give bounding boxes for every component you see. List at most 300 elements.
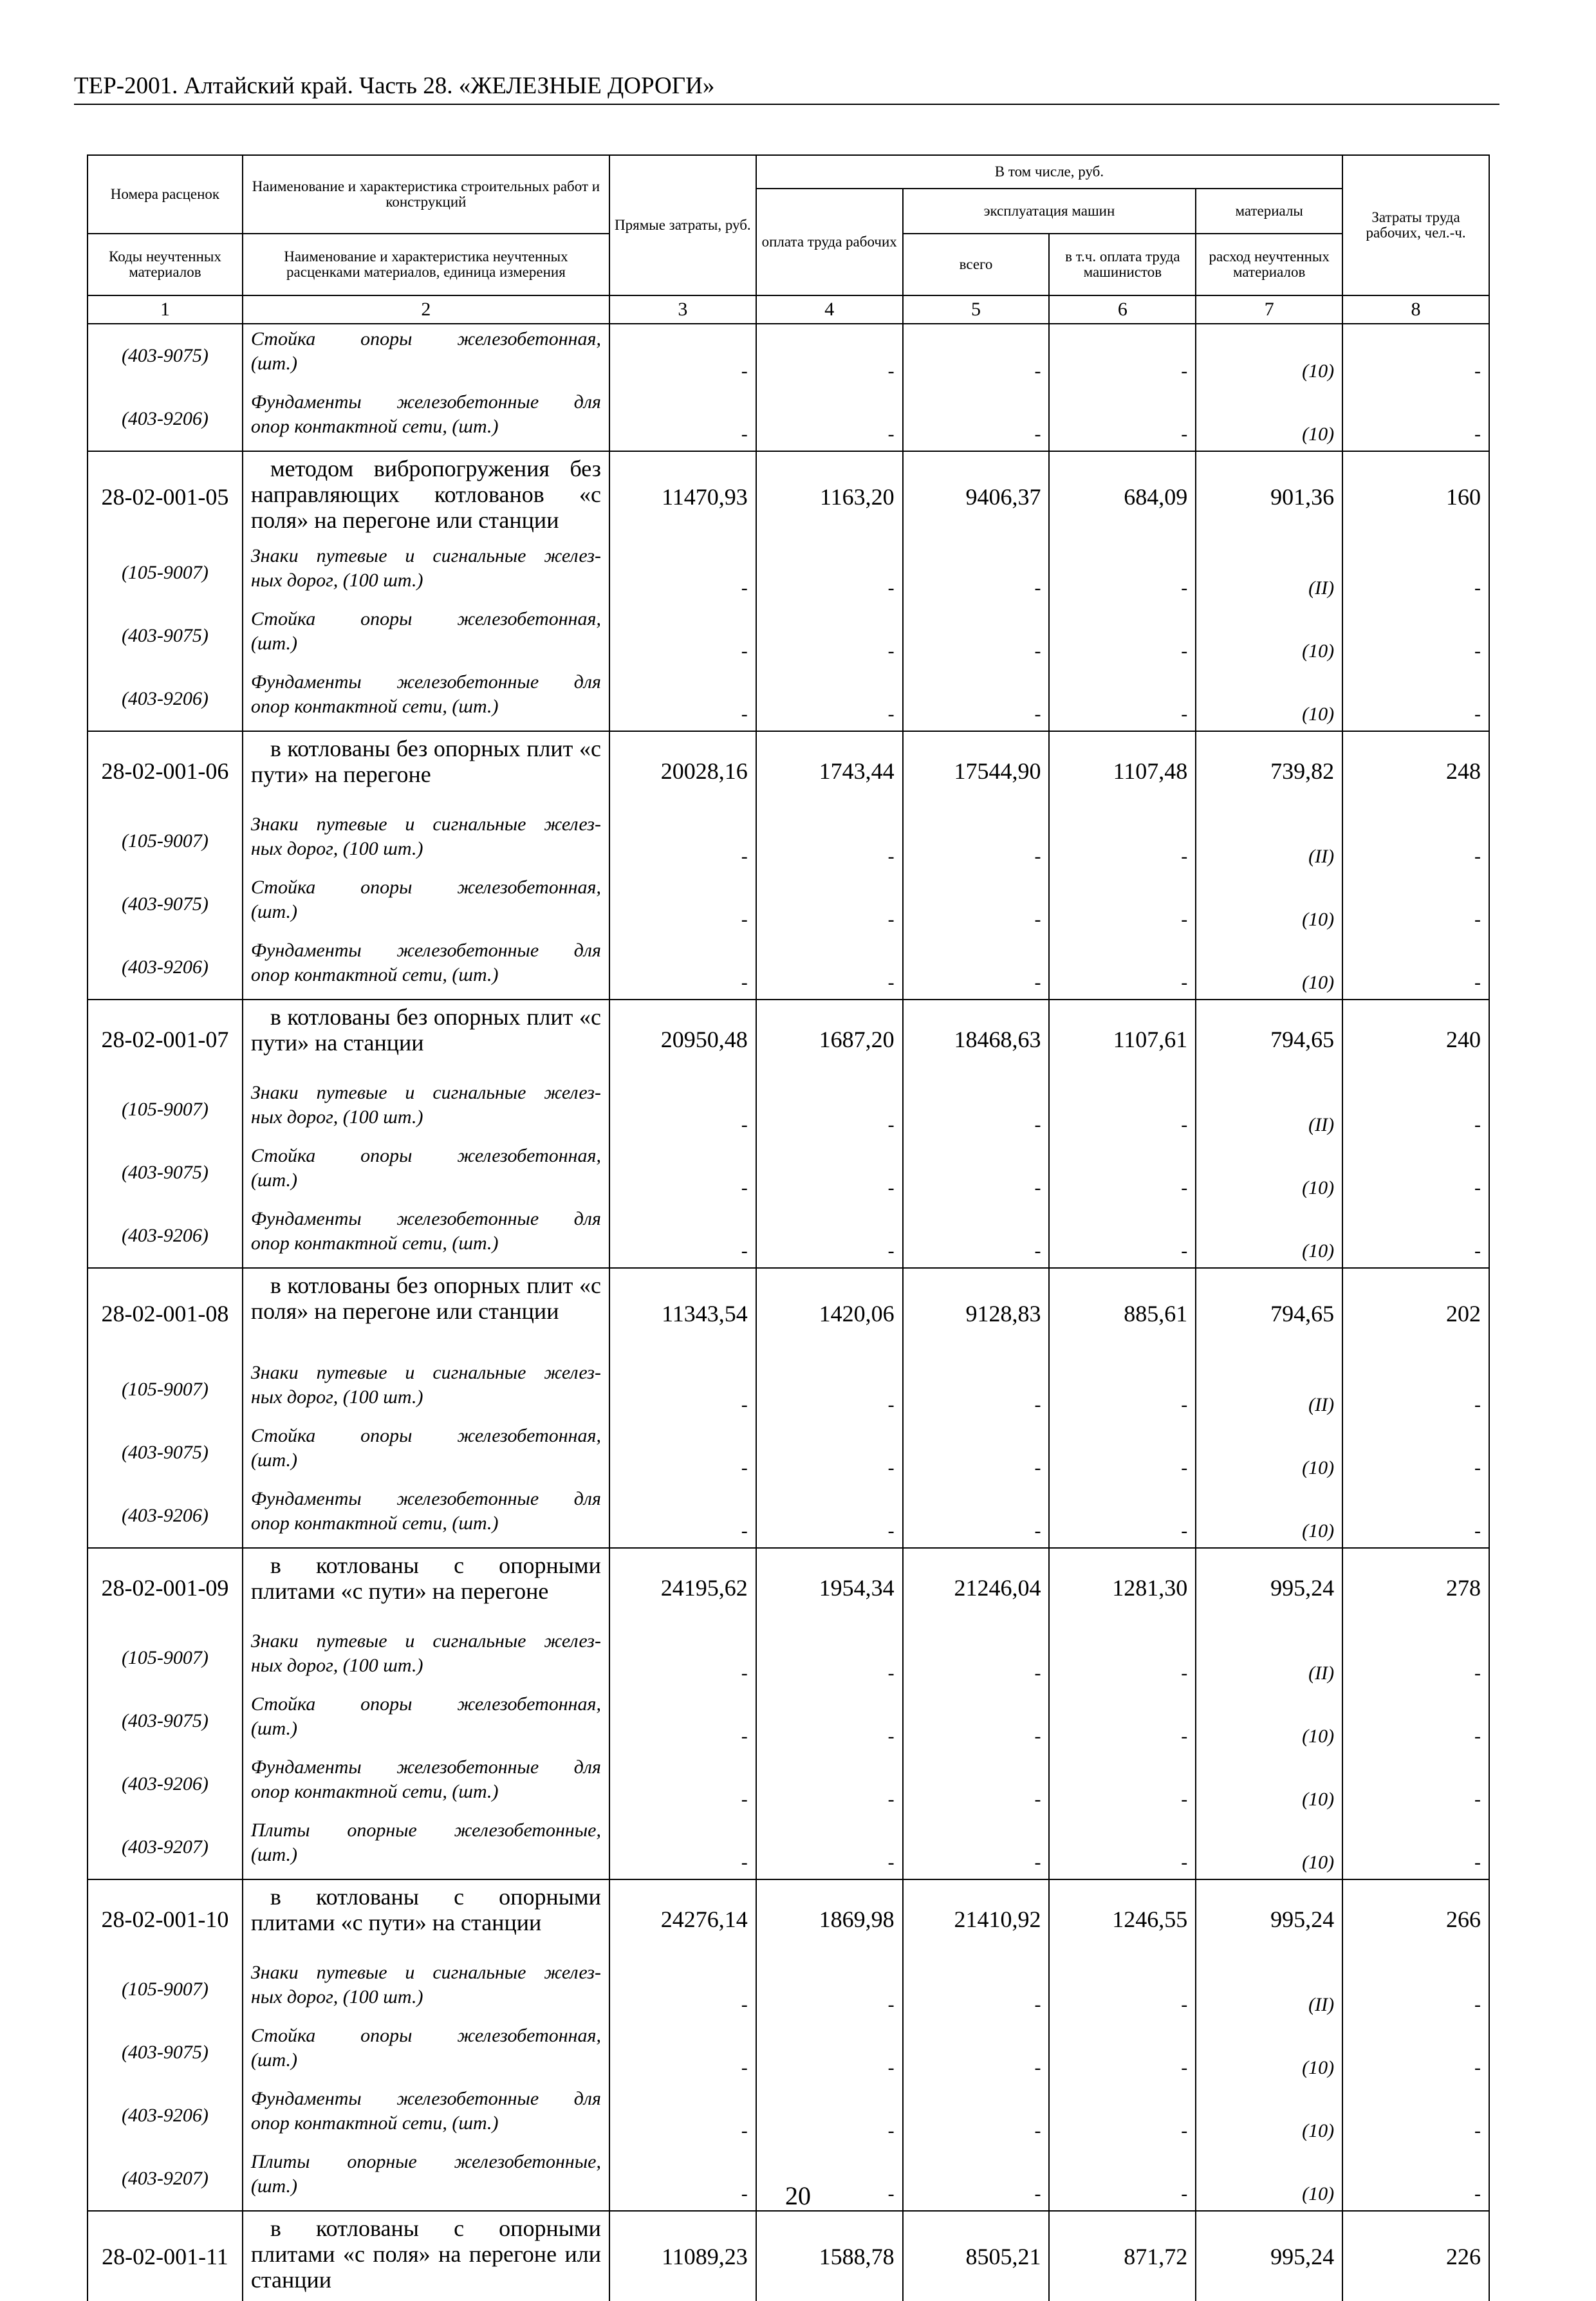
value-c3: - xyxy=(609,1690,756,1753)
material-name-line2: (шт.) xyxy=(250,2175,298,2197)
material-name-line1: Фундаменты железобетонные для xyxy=(250,671,601,693)
material-name xyxy=(243,1816,609,1879)
value-c4: - xyxy=(756,1421,903,1484)
value-c3: - xyxy=(609,936,756,1000)
rate-description xyxy=(243,731,609,810)
header-machine-operation: эксплуатация машин xyxy=(903,189,1196,234)
value-c3: - xyxy=(609,604,756,667)
value-c3: - xyxy=(609,387,756,451)
value-c5: - xyxy=(903,667,1050,731)
material-code: (403-9075) xyxy=(88,1141,243,1204)
value-c8: - xyxy=(1342,541,1489,604)
value-c5: - xyxy=(903,873,1050,936)
material-name xyxy=(243,387,609,451)
material-name xyxy=(243,1204,609,1268)
material-name-line1: Стойка опоры железобетонная, xyxy=(250,1693,601,1715)
value-c7: (II) xyxy=(1196,1078,1342,1141)
value-c7: 739,82 xyxy=(1196,731,1342,810)
value-c6: - xyxy=(1049,1141,1196,1204)
material-code: (403-9206) xyxy=(88,1484,243,1548)
material-name-line2: (шт.) xyxy=(250,2049,298,2071)
column-number: 7 xyxy=(1196,295,1342,324)
material-name xyxy=(243,1358,609,1421)
material-name xyxy=(243,2084,609,2147)
column-number: 8 xyxy=(1342,295,1489,324)
value-c8: - xyxy=(1342,873,1489,936)
header-material-codes: Коды неучтенных материалов xyxy=(88,234,243,295)
rate-description-text: в котлованы с опорными плитами «с пути» на перегоне xyxy=(250,1552,601,1604)
value-c4: 1954,34 xyxy=(756,1548,903,1626)
value-c4: - xyxy=(756,604,903,667)
material-code: (403-9075) xyxy=(88,873,243,936)
value-c8: - xyxy=(1342,1358,1489,1421)
value-c6: - xyxy=(1049,1421,1196,1484)
rate-code: 28-02-001-11 xyxy=(88,2211,243,2301)
rate-code: 28-02-001-07 xyxy=(88,1000,243,1078)
value-c3: 11089,23 xyxy=(609,2211,756,2301)
material-name-line1: Фундаменты железобетонные для xyxy=(250,1208,601,1229)
value-c7: 995,24 xyxy=(1196,1548,1342,1626)
value-c5: 17544,90 xyxy=(903,731,1050,810)
value-c4: - xyxy=(756,1078,903,1141)
value-c5: - xyxy=(903,1753,1050,1816)
value-c3: - xyxy=(609,1141,756,1204)
value-c8: - xyxy=(1342,1816,1489,1879)
value-c8: 248 xyxy=(1342,731,1489,810)
value-c5: - xyxy=(903,810,1050,873)
material-name-line1: Знаки путевые и сигнальные желез- xyxy=(250,545,601,566)
header-labor-costs: Затраты труда рабочих, чел.-ч. xyxy=(1342,155,1489,295)
value-c8: 202 xyxy=(1342,1268,1489,1358)
value-c8: - xyxy=(1342,667,1489,731)
material-row xyxy=(88,1358,1489,1421)
value-c8: - xyxy=(1342,2147,1489,2211)
rate-code: 28-02-001-08 xyxy=(88,1268,243,1358)
column-number: 4 xyxy=(756,295,903,324)
value-c6: - xyxy=(1049,541,1196,604)
material-name-line1: Знаки путевые и сигнальные желез- xyxy=(250,814,601,835)
material-row xyxy=(88,873,1489,936)
value-c7: (10) xyxy=(1196,2021,1342,2084)
material-code: (105-9007) xyxy=(88,1078,243,1141)
value-c5: 9128,83 xyxy=(903,1268,1050,1358)
value-c5: - xyxy=(903,1204,1050,1268)
material-name xyxy=(243,1078,609,1141)
column-number: 1 xyxy=(88,295,243,324)
material-name-line2: (шт.) xyxy=(250,1844,298,1865)
material-code: (403-9075) xyxy=(88,1690,243,1753)
header-machinist-pay: в т.ч. оплата труда машинистов xyxy=(1049,234,1196,295)
header-material-consumption: расход неучтенных материалов xyxy=(1196,234,1342,295)
material-name-line1: Знаки путевые и сигнальные желез- xyxy=(250,1630,601,1652)
value-c4: - xyxy=(756,1204,903,1268)
material-name-line1: Стойка опоры железобетонная, xyxy=(250,2025,601,2046)
rate-row xyxy=(88,1879,1489,1958)
material-name xyxy=(243,541,609,604)
value-c8: - xyxy=(1342,387,1489,451)
material-name-line2: ных дорог, (100 шт.) xyxy=(250,1986,423,2008)
value-c7: 794,65 xyxy=(1196,1000,1342,1078)
material-name-line2: ных дорог, (100 шт.) xyxy=(250,838,423,859)
value-c7: (10) xyxy=(1196,936,1342,1000)
material-row xyxy=(88,1816,1489,1879)
value-c8: - xyxy=(1342,1421,1489,1484)
value-c6: 1246,55 xyxy=(1049,1879,1196,1958)
value-c4: - xyxy=(756,1141,903,1204)
value-c8: - xyxy=(1342,936,1489,1000)
rate-description-text: в котлованы без опорных плит «с поля» на перегоне или станции xyxy=(250,1272,601,1324)
value-c6: - xyxy=(1049,1816,1196,1879)
value-c7: (10) xyxy=(1196,1816,1342,1879)
material-code: (403-9075) xyxy=(88,324,243,387)
value-c5: - xyxy=(903,2021,1050,2084)
rate-row xyxy=(88,1548,1489,1626)
value-c5: 8505,21 xyxy=(903,2211,1050,2301)
value-c5: 21246,04 xyxy=(903,1548,1050,1626)
value-c8: 226 xyxy=(1342,2211,1489,2301)
value-c8: 160 xyxy=(1342,451,1489,541)
rate-row xyxy=(88,451,1489,541)
value-c7: (10) xyxy=(1196,1753,1342,1816)
value-c5: - xyxy=(903,1484,1050,1548)
rates-table xyxy=(87,154,1490,2301)
header-materials: материалы xyxy=(1196,189,1342,234)
value-c6: - xyxy=(1049,1626,1196,1690)
material-name xyxy=(243,1753,609,1816)
value-c7: (II) xyxy=(1196,1626,1342,1690)
material-code: (105-9007) xyxy=(88,1358,243,1421)
value-c8: - xyxy=(1342,810,1489,873)
value-c5: - xyxy=(903,1958,1050,2021)
value-c6: - xyxy=(1049,387,1196,451)
material-code: (105-9007) xyxy=(88,1626,243,1690)
rate-description-text: в котлованы с опорными плитами «с пути» на станции xyxy=(250,1884,601,1935)
material-name xyxy=(243,873,609,936)
material-row xyxy=(88,810,1489,873)
value-c4: - xyxy=(756,387,903,451)
value-c5: - xyxy=(903,387,1050,451)
value-c7: (II) xyxy=(1196,810,1342,873)
material-name-line1: Стойка опоры железобетонная, xyxy=(250,1425,601,1446)
material-row xyxy=(88,604,1489,667)
header-including: В том числе, руб. xyxy=(756,155,1342,189)
rate-description-text: методом вибропогружения без направляющих котлованов «с поля» на перегоне или станции xyxy=(250,456,601,533)
value-c3: - xyxy=(609,2147,756,2211)
material-code: (403-9075) xyxy=(88,604,243,667)
value-c3: - xyxy=(609,1753,756,1816)
rate-description xyxy=(243,1000,609,1078)
value-c7: (10) xyxy=(1196,2147,1342,2211)
value-c8: 240 xyxy=(1342,1000,1489,1078)
material-row xyxy=(88,1690,1489,1753)
value-c5: - xyxy=(903,1141,1050,1204)
header-worker-pay: оплата труда рабочих xyxy=(756,189,903,295)
material-row xyxy=(88,667,1489,731)
value-c5: - xyxy=(903,1626,1050,1690)
material-code: (403-9206) xyxy=(88,2084,243,2147)
rate-description xyxy=(243,2211,609,2301)
value-c6: - xyxy=(1049,1204,1196,1268)
value-c6: - xyxy=(1049,1078,1196,1141)
value-c7: (II) xyxy=(1196,1358,1342,1421)
page-number: 20 xyxy=(785,2181,811,2210)
value-c4: - xyxy=(756,1358,903,1421)
material-code: (403-9206) xyxy=(88,387,243,451)
value-c8: 266 xyxy=(1342,1879,1489,1958)
value-c5: 18468,63 xyxy=(903,1000,1050,1078)
header-material-names: Наименование и характеристика неучтенных расценками материалов, единица измерения xyxy=(243,234,609,295)
value-c6: - xyxy=(1049,2021,1196,2084)
value-c6: - xyxy=(1049,1753,1196,1816)
material-name xyxy=(243,324,609,387)
value-c5: - xyxy=(903,936,1050,1000)
value-c4: - xyxy=(756,667,903,731)
value-c7: (10) xyxy=(1196,387,1342,451)
value-c4: - xyxy=(756,1484,903,1548)
value-c4: - xyxy=(756,541,903,604)
material-row xyxy=(88,936,1489,1000)
value-c6: 1107,61 xyxy=(1049,1000,1196,1078)
value-c4: - xyxy=(756,1626,903,1690)
value-c3: - xyxy=(609,1626,756,1690)
value-c4: 1163,20 xyxy=(756,451,903,541)
value-c3: - xyxy=(609,2021,756,2084)
value-c6: - xyxy=(1049,667,1196,731)
value-c5: - xyxy=(903,2147,1050,2211)
value-c4: - xyxy=(756,1958,903,2021)
material-row xyxy=(88,387,1489,451)
material-name-line1: Плиты опорные железобетонные, xyxy=(250,2151,601,2172)
value-c7: 794,65 xyxy=(1196,1268,1342,1358)
material-row xyxy=(88,1204,1489,1268)
value-c8: - xyxy=(1342,1958,1489,2021)
rate-code: 28-02-001-10 xyxy=(88,1879,243,1958)
value-c3: - xyxy=(609,2084,756,2147)
value-c3: - xyxy=(609,1958,756,2021)
material-name-line2: ных дорог, (100 шт.) xyxy=(250,570,423,591)
header-work-name: Наименование и характеристика строительных работ и конструкций xyxy=(243,155,609,234)
material-row xyxy=(88,1484,1489,1548)
value-c7: (II) xyxy=(1196,1958,1342,2021)
value-c3: - xyxy=(609,1484,756,1548)
material-name-line2: опор контактной сети, (шт.) xyxy=(250,1233,499,1254)
value-c8: - xyxy=(1342,1690,1489,1753)
material-name-line2: опор контактной сети, (шт.) xyxy=(250,416,499,437)
material-code: (403-9207) xyxy=(88,1816,243,1879)
value-c3: 11343,54 xyxy=(609,1268,756,1358)
material-row xyxy=(88,2084,1489,2147)
value-c7: (10) xyxy=(1196,604,1342,667)
material-name xyxy=(243,1958,609,2021)
table-head xyxy=(88,155,1489,324)
rate-code: 28-02-001-05 xyxy=(88,451,243,541)
material-name-line1: Знаки путевые и сигнальные желез- xyxy=(250,1362,601,1383)
material-row xyxy=(88,324,1489,387)
material-name-line1: Стойка опоры железобетонная, xyxy=(250,608,601,629)
value-c6: - xyxy=(1049,2084,1196,2147)
value-c5: - xyxy=(903,604,1050,667)
material-name-line2: ных дорог, (100 шт.) xyxy=(250,1106,423,1128)
value-c3: - xyxy=(609,324,756,387)
material-row xyxy=(88,2021,1489,2084)
rate-description xyxy=(243,451,609,541)
value-c3: - xyxy=(609,1421,756,1484)
material-name xyxy=(243,936,609,1000)
material-name-line2: (шт.) xyxy=(250,633,298,654)
material-code: (403-9075) xyxy=(88,2021,243,2084)
material-code: (105-9007) xyxy=(88,541,243,604)
material-name-line2: (шт.) xyxy=(250,1449,298,1471)
material-row xyxy=(88,1626,1489,1690)
material-code: (403-9206) xyxy=(88,1753,243,1816)
value-c8: - xyxy=(1342,2021,1489,2084)
material-name-line2: ных дорог, (100 шт.) xyxy=(250,1655,423,1676)
material-name xyxy=(243,2021,609,2084)
value-c7: (10) xyxy=(1196,1204,1342,1268)
material-name-line1: Стойка опоры железобетонная, xyxy=(250,1145,601,1166)
value-c7: (10) xyxy=(1196,1690,1342,1753)
material-name-line1: Знаки путевые и сигнальные желез- xyxy=(250,1962,601,1983)
material-name-line1: Фундаменты железобетонные для xyxy=(250,2088,601,2109)
value-c6: 1107,48 xyxy=(1049,731,1196,810)
value-c3: - xyxy=(609,667,756,731)
value-c3: - xyxy=(609,810,756,873)
value-c6: 1281,30 xyxy=(1049,1548,1196,1626)
rate-row xyxy=(88,1000,1489,1078)
material-name xyxy=(243,1421,609,1484)
value-c7: (10) xyxy=(1196,1484,1342,1548)
value-c6: - xyxy=(1049,1690,1196,1753)
value-c4: - xyxy=(756,2021,903,2084)
value-c5: - xyxy=(903,541,1050,604)
material-code: (105-9007) xyxy=(88,810,243,873)
material-row xyxy=(88,1078,1489,1141)
value-c6: - xyxy=(1049,873,1196,936)
value-c6: - xyxy=(1049,324,1196,387)
rate-description xyxy=(243,1548,609,1626)
material-name-line2: опор контактной сети, (шт.) xyxy=(250,1513,499,1534)
material-name-line2: (шт.) xyxy=(250,1169,298,1191)
material-name xyxy=(243,1690,609,1753)
value-c3: - xyxy=(609,1078,756,1141)
material-row xyxy=(88,541,1489,604)
material-name xyxy=(243,667,609,731)
material-code: (105-9007) xyxy=(88,1958,243,2021)
value-c4: - xyxy=(756,1690,903,1753)
value-c3: - xyxy=(609,873,756,936)
value-c4: - xyxy=(756,2084,903,2147)
rate-description-text: в котлованы без опорных плит «с пути» на перегоне xyxy=(250,736,601,787)
value-c4: - xyxy=(756,936,903,1000)
value-c8: - xyxy=(1342,2084,1489,2147)
value-c7: 995,24 xyxy=(1196,2211,1342,2301)
rate-row xyxy=(88,1268,1489,1358)
material-row xyxy=(88,1421,1489,1484)
column-numbers-row xyxy=(88,295,1489,324)
value-c8: - xyxy=(1342,604,1489,667)
value-c8: - xyxy=(1342,1141,1489,1204)
value-c5: - xyxy=(903,1358,1050,1421)
value-c7: (II) xyxy=(1196,541,1342,604)
value-c5: 21410,92 xyxy=(903,1879,1050,1958)
material-name-line2: ных дорог, (100 шт.) xyxy=(250,1386,423,1408)
material-name-line2: опор контактной сети, (шт.) xyxy=(250,2112,499,2134)
value-c4: 1687,20 xyxy=(756,1000,903,1078)
value-c3: - xyxy=(609,541,756,604)
material-name-line2: опор контактной сети, (шт.) xyxy=(250,696,499,717)
value-c6: 885,61 xyxy=(1049,1268,1196,1358)
material-code: (403-9207) xyxy=(88,2147,243,2211)
value-c7: 995,24 xyxy=(1196,1879,1342,1958)
value-c6: - xyxy=(1049,1358,1196,1421)
value-c3: 24276,14 xyxy=(609,1879,756,1958)
value-c6: - xyxy=(1049,604,1196,667)
material-row xyxy=(88,1958,1489,2021)
value-c8: - xyxy=(1342,1204,1489,1268)
value-c4: - xyxy=(756,810,903,873)
material-name-line1: Фундаменты железобетонные для xyxy=(250,1756,601,1778)
value-c5: - xyxy=(903,324,1050,387)
rate-description xyxy=(243,1879,609,1958)
value-c6: - xyxy=(1049,810,1196,873)
value-c7: (10) xyxy=(1196,667,1342,731)
value-c4: 1420,06 xyxy=(756,1268,903,1358)
rate-code: 28-02-001-09 xyxy=(88,1548,243,1626)
value-c7: (10) xyxy=(1196,1141,1342,1204)
value-c3: 11470,93 xyxy=(609,451,756,541)
material-row xyxy=(88,1141,1489,1204)
material-name-line2: опор контактной сети, (шт.) xyxy=(250,1781,499,1802)
value-c6: - xyxy=(1049,1484,1196,1548)
value-c7: (10) xyxy=(1196,324,1342,387)
value-c6: 871,72 xyxy=(1049,2211,1196,2301)
value-c3: - xyxy=(609,1816,756,1879)
material-code: (403-9206) xyxy=(88,1204,243,1268)
material-name-line1: Знаки путевые и сигнальные желез- xyxy=(250,1082,601,1103)
value-c5: 9406,37 xyxy=(903,451,1050,541)
value-c6: 684,09 xyxy=(1049,451,1196,541)
value-c5: - xyxy=(903,2084,1050,2147)
value-c6: - xyxy=(1049,936,1196,1000)
value-c4: - xyxy=(756,1816,903,1879)
rate-row xyxy=(88,2211,1489,2301)
value-c6: - xyxy=(1049,1958,1196,2021)
material-name-line1: Фундаменты железобетонные для xyxy=(250,940,601,961)
column-number: 2 xyxy=(243,295,609,324)
column-number: 5 xyxy=(903,295,1050,324)
material-name-line2: (шт.) xyxy=(250,353,298,374)
header-direct-costs: Прямые затраты, руб. xyxy=(609,155,756,295)
value-c8: - xyxy=(1342,1078,1489,1141)
value-c3: - xyxy=(609,1204,756,1268)
value-c8: - xyxy=(1342,324,1489,387)
material-name-line1: Стойка опоры железобетонная, xyxy=(250,328,601,349)
value-c3: 24195,62 xyxy=(609,1548,756,1626)
value-c4: 1743,44 xyxy=(756,731,903,810)
column-number: 3 xyxy=(609,295,756,324)
material-name-line1: Фундаменты железобетонные для xyxy=(250,1488,601,1509)
material-name xyxy=(243,810,609,873)
value-c6: - xyxy=(1049,2147,1196,2211)
material-code: (403-9075) xyxy=(88,1421,243,1484)
material-name-line2: (шт.) xyxy=(250,1718,298,1739)
value-c8: - xyxy=(1342,1626,1489,1690)
value-c4: 1588,78 xyxy=(756,2211,903,2301)
material-name-line1: Стойка опоры железобетонная, xyxy=(250,877,601,898)
value-c3: - xyxy=(609,1358,756,1421)
value-c5: - xyxy=(903,1078,1050,1141)
value-c8: 278 xyxy=(1342,1548,1489,1626)
